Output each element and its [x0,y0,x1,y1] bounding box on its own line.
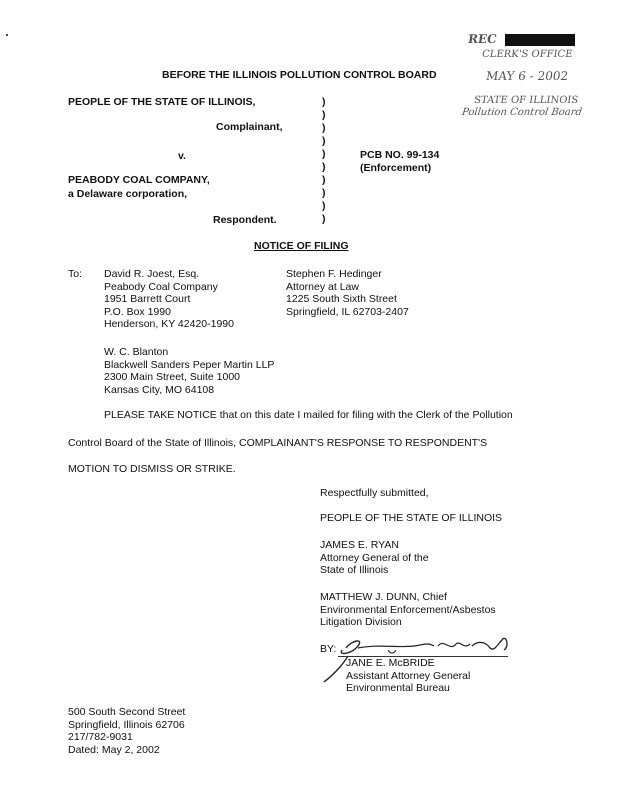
notice-title: NOTICE OF FILING [254,240,349,252]
defendant-role: Respondent. [213,214,277,226]
address-line: P.O. Box 1990 [104,305,171,318]
recipient-joest [104,268,234,331]
address-line: Attorney at Law [286,280,359,293]
address-line: David R. Joest, Esq. [104,268,200,280]
footer-date: Dated: May 2, 2002 [68,743,160,756]
address-line: Springfield, IL 62703-2407 [286,305,409,318]
chief-name: MATTHEW J. DUNN, Chief [320,591,447,603]
board-title: BEFORE THE ILLINOIS POLLUTION CONTROL BOARD [162,69,437,81]
signer-name: JANE E. McBRIDE [346,657,435,669]
footer-city: Springfield, Illinois 62706 [68,718,185,731]
stamp-state: STATE OF ILLINOIS [473,95,579,106]
chief-division: Environmental Enforcement/Asbestos [320,603,496,616]
ag-name: JAMES E. RYAN [320,539,399,551]
defendant-name: PEABODY COAL COMPANY, [68,174,210,186]
address-line: 1225 South Sixth Street [286,293,397,305]
body-line-3: MOTION TO DISMISS OR STRIKE. [68,463,236,475]
stamp-office: CLERK'S OFFICE [481,49,574,60]
paren: ) [322,174,326,186]
paren: ) [322,122,326,134]
recipient-blanton [104,346,274,396]
address-line: Peabody Coal Company [104,280,218,293]
defendant-description: a Delaware corporation, [68,188,188,200]
body-line-2: Control Board of the State of Illinois, COMPLAINANT'S RESPONSE TO RESPONDENT'S [68,437,488,449]
address-line: Henderson, KY 42420-1990 [104,318,234,330]
address-line: Kansas City, MO 64108 [104,383,215,396]
paren: ) [322,148,326,160]
signer-title: Assistant Attorney General [346,669,471,682]
paren: ) [322,96,326,108]
paren: ) [322,109,326,121]
signer-block [346,657,470,695]
party-name: PEOPLE OF THE STATE OF ILLINOIS [320,512,503,524]
chief-block [320,591,496,629]
address-line: 2300 Main Street, Suite 1000 [104,371,241,383]
redaction-bar [505,34,575,46]
address-line: Blackwell Sanders Peper Martin LLP [104,358,275,371]
case-type: (Enforcement) [360,162,432,174]
address-line: W. C. Blanton [104,346,169,358]
address-line: Stephen F. Hedinger [286,268,382,280]
ag-title: State of Illinois [320,564,389,576]
paren: ) [322,161,326,173]
versus: v. [178,150,186,162]
stamp-date: MAY 6 - 2002 [485,69,570,83]
plaintiff-role: Complainant, [216,121,283,133]
recipient-hedinger [286,268,409,318]
footer-address [68,706,185,756]
ag-title: Attorney General of the [320,551,429,564]
case-number: PCB NO. 99-134 [360,149,440,161]
stamp-board: Pollution Control Board [461,107,583,118]
paren: ) [322,200,326,212]
footer-street: 500 South Second Street [68,706,186,718]
signer-title: Environmental Bureau [346,682,450,694]
paren: ) [322,187,326,199]
paren: ) [322,213,326,225]
body-line-1: PLEASE TAKE NOTICE that on this date I mailed for filing with the Clerk of the Pollution [104,409,513,421]
paren: ) [322,135,326,147]
address-line: 1951 Barrett Court [104,293,191,305]
received-stamp-label: REC [467,32,498,46]
closing: Respectfully submitted, [320,487,429,499]
chief-division: Litigation Division [320,616,402,628]
footer-phone: 217/782-9031 [68,731,133,743]
by-label: BY: [320,643,337,655]
plaintiff-name: PEOPLE OF THE STATE OF ILLINOIS, [68,96,256,108]
attorney-general-block [320,539,429,577]
margin-mark [6,34,8,36]
to-label: To: [68,268,83,280]
